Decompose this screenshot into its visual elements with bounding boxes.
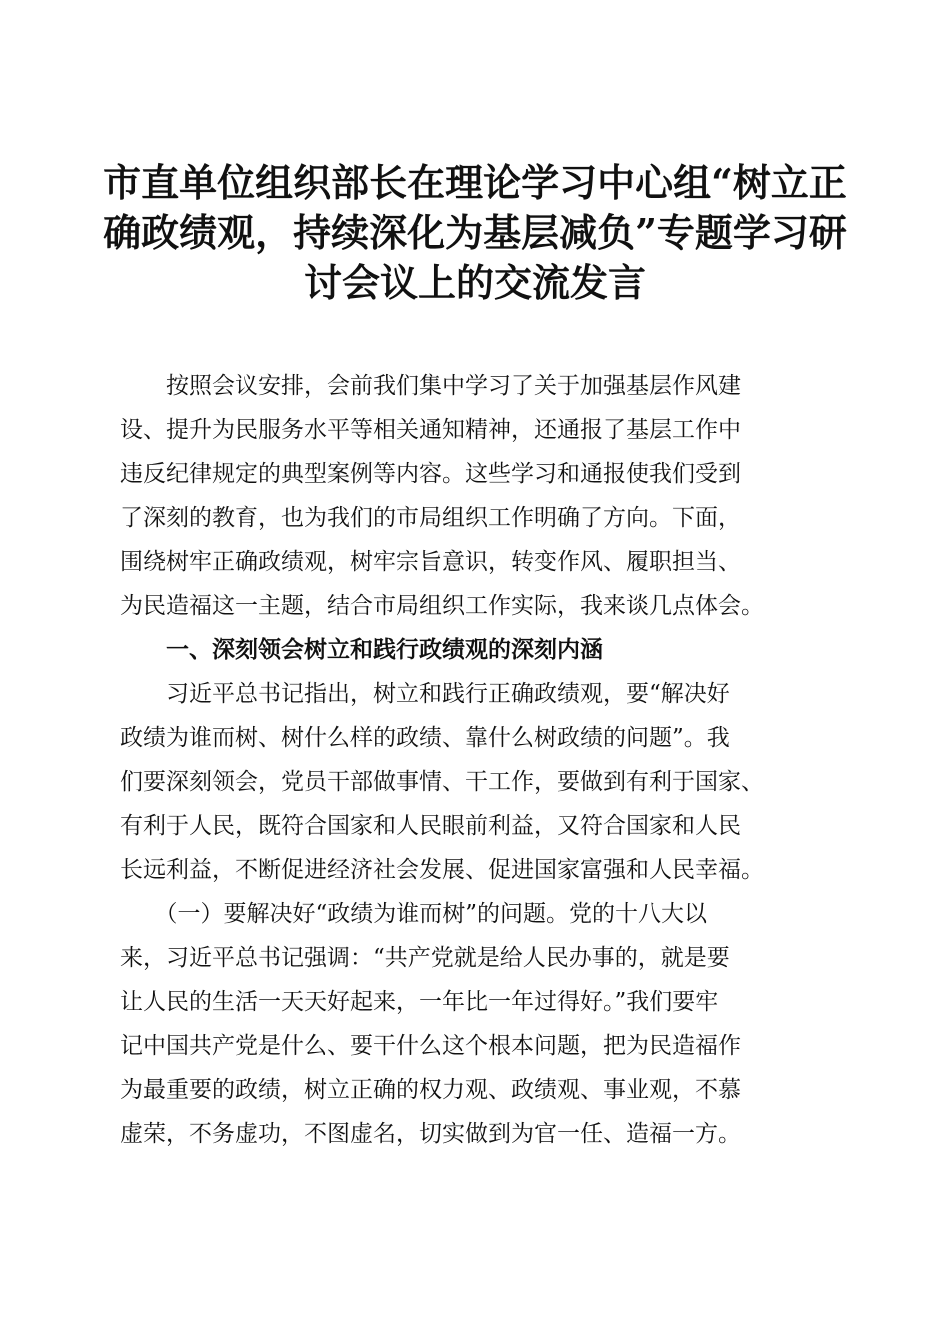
body-line: 政绩为谁而树、树什么样的政绩、靠什么树政绩的问题”。我 <box>120 725 730 751</box>
body-line: 虚荣，不务虚功，不图虚名，切实做到为官一任、造福一方。 <box>120 1121 741 1147</box>
body-line: 了深刻的教育，也为我们的市局组织工作明确了方向。下面， <box>120 505 741 531</box>
document-title <box>100 158 850 308</box>
body-line: 长远利益，不断促进经济社会发展、促进国家富强和人民幸福。 <box>120 857 764 883</box>
title-line-3: 讨会议上的交流发言 <box>303 260 646 305</box>
body-line: 设、提升为民服务水平等相关通知精神，还通报了基层工作中 <box>120 417 741 443</box>
body-line: 按照会议安排，会前我们集中学习了关于加强基层作风建 <box>120 373 741 399</box>
title-line-2: 确政绩观，持续深化为基层减负”专题学习研 <box>103 210 847 255</box>
body-line: 让人民的生活一天天好起来，一年比一年过得好。”我们要牢 <box>120 989 719 1015</box>
document-body <box>120 364 840 1156</box>
body-line: 们要深刻领会，党员干部做事情、干工作，要做到有利于国家、 <box>120 769 764 795</box>
body-line: （一）要解决好“政绩为谁而树”的问题。党的十八大以 <box>120 901 708 927</box>
body-line: 来，习近平总书记强调：“共产党就是给人民办事的，就是要 <box>120 945 730 971</box>
body-line: 有利于人民，既符合国家和人民眼前利益，又符合国家和人民 <box>120 813 741 839</box>
body-line: 记中国共产党是什么、要干什么这个根本问题，把为民造福作 <box>120 1033 741 1059</box>
title-line-1: 市直单位组织部长在理论学习中心组“树立正 <box>103 160 847 205</box>
body-line: 围绕树牢正确政绩观，树牢宗旨意识，转变作风、履职担当、 <box>120 549 741 575</box>
body-line: 习近平总书记指出，树立和践行正确政绩观，要“解决好 <box>120 681 730 707</box>
body-line: 违反纪律规定的典型案例等内容。这些学习和通报使我们受到 <box>120 461 741 487</box>
body-line: 为最重要的政绩，树立正确的权力观、政绩观、事业观，不慕 <box>120 1077 741 1103</box>
section-heading: 一、深刻领会树立和践行政绩观的深刻内涵 <box>120 637 603 663</box>
body-line: 为民造福这一主题，结合市局组织工作实际，我来谈几点体会。 <box>120 593 764 619</box>
